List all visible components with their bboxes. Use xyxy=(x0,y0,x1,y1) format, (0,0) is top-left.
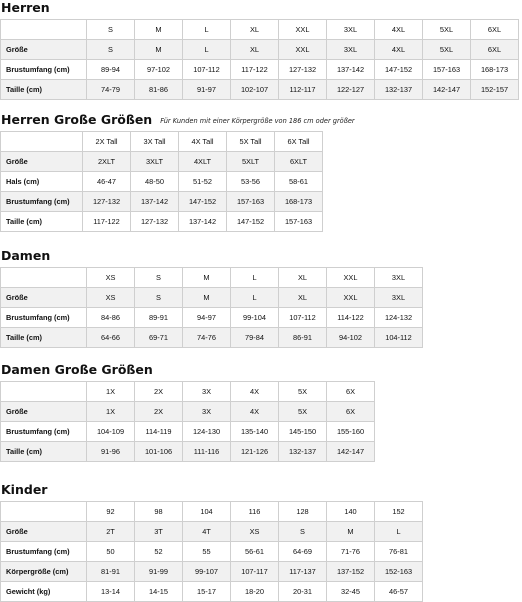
table-cell: 13-14 xyxy=(87,582,135,602)
table-cell: 152-163 xyxy=(375,562,423,582)
table-cell: 107-112 xyxy=(183,60,231,80)
section-damen xyxy=(0,248,423,348)
header-cell: 3XL xyxy=(327,20,375,40)
table-cell: 142-147 xyxy=(423,80,471,100)
header-cell: 104 xyxy=(183,502,231,522)
section-title-text: Damen xyxy=(1,248,51,263)
table-cell: 124-130 xyxy=(183,422,231,442)
header-cell: 1X xyxy=(87,382,135,402)
table-cell: 84-86 xyxy=(87,308,135,328)
row-label: Größe xyxy=(1,402,87,422)
table-cell: 107-117 xyxy=(231,562,279,582)
section-note: Für Kunden mit einer Körpergröße von 186 cm oder größer xyxy=(160,117,355,125)
table-cell: S xyxy=(87,40,135,60)
table-cell: 91-97 xyxy=(183,80,231,100)
table-cell: 89-94 xyxy=(87,60,135,80)
header-cell: 5XL xyxy=(423,20,471,40)
section-kinder xyxy=(0,482,423,602)
table-cell: 6XL xyxy=(471,40,519,60)
table-row xyxy=(1,308,423,328)
table-cell: 20-31 xyxy=(279,582,327,602)
table-cell: 2T xyxy=(87,522,135,542)
table-header-row xyxy=(1,268,423,288)
table-cell: 91-99 xyxy=(135,562,183,582)
row-label: Brustumfang (cm) xyxy=(1,422,87,442)
table-cell: 137-152 xyxy=(327,562,375,582)
section-title xyxy=(0,248,423,264)
table-cell: 145-150 xyxy=(279,422,327,442)
size-table-herren-grosse-groessen xyxy=(0,131,323,232)
table-cell: 137-142 xyxy=(327,60,375,80)
table-cell: S xyxy=(279,522,327,542)
row-label: Brustumfang (cm) xyxy=(1,192,83,212)
table-cell: 3T xyxy=(135,522,183,542)
header-cell: L xyxy=(183,20,231,40)
table-cell: 147-152 xyxy=(179,192,227,212)
header-cell: S xyxy=(87,20,135,40)
table-cell: L xyxy=(375,522,423,542)
table-cell: 137-142 xyxy=(131,192,179,212)
table-cell: 53-56 xyxy=(227,172,275,192)
table-cell: XXL xyxy=(327,288,375,308)
table-cell: M xyxy=(135,40,183,60)
table-row xyxy=(1,582,423,602)
table-cell: 89-91 xyxy=(135,308,183,328)
table-cell: 122-127 xyxy=(327,80,375,100)
section-herren-grosse-groessen xyxy=(0,112,355,232)
row-label: Taille (cm) xyxy=(1,328,87,348)
table-cell: 135-140 xyxy=(231,422,279,442)
table-cell: 104-109 xyxy=(87,422,135,442)
table-cell: XS xyxy=(231,522,279,542)
row-label: Taille (cm) xyxy=(1,212,83,232)
table-cell: 121-126 xyxy=(231,442,279,462)
table-cell: 137-142 xyxy=(179,212,227,232)
header-cell xyxy=(1,268,87,288)
header-cell: XXL xyxy=(279,20,327,40)
table-cell: S xyxy=(135,288,183,308)
table-cell: 4XL xyxy=(375,40,423,60)
table-header-row xyxy=(1,20,519,40)
table-cell: M xyxy=(183,288,231,308)
header-cell: S xyxy=(135,268,183,288)
table-cell: 2X xyxy=(135,402,183,422)
header-cell: 140 xyxy=(327,502,375,522)
table-cell: 46-47 xyxy=(83,172,131,192)
section-title-text: Herren Große Größen xyxy=(1,112,153,127)
table-cell: 55 xyxy=(183,542,231,562)
header-cell: 6XL xyxy=(471,20,519,40)
size-table-damen xyxy=(0,267,423,348)
header-cell: 5X Tall xyxy=(227,132,275,152)
table-cell: 127-132 xyxy=(279,60,327,80)
row-label: Größe xyxy=(1,152,83,172)
header-cell: 5X xyxy=(279,382,327,402)
table-row xyxy=(1,80,519,100)
table-cell: 56-61 xyxy=(231,542,279,562)
header-cell: XL xyxy=(279,268,327,288)
table-cell: 4XLT xyxy=(179,152,227,172)
table-cell: 94-97 xyxy=(183,308,231,328)
table-cell: 152-157 xyxy=(471,80,519,100)
size-table-herren xyxy=(0,19,519,100)
table-cell: 4X xyxy=(231,402,279,422)
table-row xyxy=(1,40,519,60)
table-row xyxy=(1,328,423,348)
table-row xyxy=(1,542,423,562)
table-cell: 124-132 xyxy=(375,308,423,328)
table-cell: 117-137 xyxy=(279,562,327,582)
row-label: Brustumfang (cm) xyxy=(1,60,87,80)
table-cell: 111-116 xyxy=(183,442,231,462)
table-cell: 168-173 xyxy=(275,192,323,212)
header-cell: 116 xyxy=(231,502,279,522)
table-cell: 58-61 xyxy=(275,172,323,192)
row-label: Größe xyxy=(1,522,87,542)
row-label: Körpergröße (cm) xyxy=(1,562,87,582)
table-cell: 114-119 xyxy=(135,422,183,442)
table-cell: 157-163 xyxy=(227,192,275,212)
header-cell: 3XL xyxy=(375,268,423,288)
header-cell: 4X xyxy=(231,382,279,402)
table-cell: 114-122 xyxy=(327,308,375,328)
header-cell: M xyxy=(183,268,231,288)
section-title xyxy=(0,112,355,128)
header-cell: 2X xyxy=(135,382,183,402)
table-row xyxy=(1,288,423,308)
header-cell: XL xyxy=(231,20,279,40)
table-cell: XS xyxy=(87,288,135,308)
table-cell: 71-76 xyxy=(327,542,375,562)
header-cell: 4XL xyxy=(375,20,423,40)
section-title xyxy=(0,362,375,378)
table-cell: 69-71 xyxy=(135,328,183,348)
table-cell: 127-132 xyxy=(83,192,131,212)
table-row xyxy=(1,442,375,462)
table-cell: 15-17 xyxy=(183,582,231,602)
table-cell: 91-96 xyxy=(87,442,135,462)
table-row xyxy=(1,152,323,172)
table-cell: 132-137 xyxy=(279,442,327,462)
table-cell: 51-52 xyxy=(179,172,227,192)
table-cell: 97-102 xyxy=(135,60,183,80)
header-cell: 152 xyxy=(375,502,423,522)
section-damen-grosse-groessen xyxy=(0,362,375,462)
table-cell: 52 xyxy=(135,542,183,562)
table-cell: 102-107 xyxy=(231,80,279,100)
table-row xyxy=(1,172,323,192)
header-cell: XXL xyxy=(327,268,375,288)
row-label: Taille (cm) xyxy=(1,80,87,100)
section-title xyxy=(0,482,423,498)
table-cell: 81-91 xyxy=(87,562,135,582)
section-title-text: Kinder xyxy=(1,482,48,497)
table-cell: 3X xyxy=(183,402,231,422)
header-cell: 98 xyxy=(135,502,183,522)
table-cell: 3XLT xyxy=(131,152,179,172)
header-cell: 6X xyxy=(327,382,375,402)
size-table-damen-grosse-groessen xyxy=(0,381,375,462)
table-cell: XL xyxy=(279,288,327,308)
table-cell: XL xyxy=(231,40,279,60)
table-cell: M xyxy=(327,522,375,542)
table-cell: 76-81 xyxy=(375,542,423,562)
table-cell: 147-152 xyxy=(375,60,423,80)
section-herren xyxy=(0,0,519,100)
row-label: Größe xyxy=(1,288,87,308)
table-cell: 107-112 xyxy=(279,308,327,328)
table-row xyxy=(1,402,375,422)
table-cell: 79-84 xyxy=(231,328,279,348)
section-title xyxy=(0,0,519,16)
table-cell: 5XLT xyxy=(227,152,275,172)
table-cell: 104-112 xyxy=(375,328,423,348)
table-cell: 99-104 xyxy=(231,308,279,328)
table-cell: 74-76 xyxy=(183,328,231,348)
table-cell: 3XL xyxy=(327,40,375,60)
table-cell: 64-66 xyxy=(87,328,135,348)
table-cell: L xyxy=(231,288,279,308)
header-cell: 128 xyxy=(279,502,327,522)
header-cell: XS xyxy=(87,268,135,288)
size-table-kinder xyxy=(0,501,423,602)
table-cell: 48-50 xyxy=(131,172,179,192)
header-cell: 3X Tall xyxy=(131,132,179,152)
row-label: Größe xyxy=(1,40,87,60)
table-header-row xyxy=(1,132,323,152)
table-cell: 147-152 xyxy=(227,212,275,232)
table-cell: 2XLT xyxy=(83,152,131,172)
header-cell: 2X Tall xyxy=(83,132,131,152)
table-cell: 94-102 xyxy=(327,328,375,348)
table-cell: 3XL xyxy=(375,288,423,308)
header-cell: 6X Tall xyxy=(275,132,323,152)
header-cell: L xyxy=(231,268,279,288)
header-cell xyxy=(1,20,87,40)
table-cell: 32-45 xyxy=(327,582,375,602)
row-label: Gewicht (kg) xyxy=(1,582,87,602)
table-row xyxy=(1,422,375,442)
table-cell: L xyxy=(183,40,231,60)
table-cell: 81-86 xyxy=(135,80,183,100)
table-cell: 117-122 xyxy=(83,212,131,232)
table-row xyxy=(1,562,423,582)
table-cell: 18-20 xyxy=(231,582,279,602)
table-cell: 142-147 xyxy=(327,442,375,462)
table-row xyxy=(1,212,323,232)
table-cell: 46-57 xyxy=(375,582,423,602)
table-cell: 132-137 xyxy=(375,80,423,100)
table-cell: 155-160 xyxy=(327,422,375,442)
table-cell: 64-69 xyxy=(279,542,327,562)
table-cell: 5XL xyxy=(423,40,471,60)
table-cell: 157-163 xyxy=(275,212,323,232)
table-cell: 50 xyxy=(87,542,135,562)
row-label: Hals (cm) xyxy=(1,172,83,192)
table-row xyxy=(1,192,323,212)
section-title-text: Damen Große Größen xyxy=(1,362,153,377)
table-cell: 101-106 xyxy=(135,442,183,462)
row-label: Brustumfang (cm) xyxy=(1,308,87,328)
table-cell: 1X xyxy=(87,402,135,422)
table-header-row xyxy=(1,502,423,522)
table-row xyxy=(1,522,423,542)
header-cell: M xyxy=(135,20,183,40)
table-cell: 117-122 xyxy=(231,60,279,80)
header-cell xyxy=(1,502,87,522)
row-label: Taille (cm) xyxy=(1,442,87,462)
table-cell: 86-91 xyxy=(279,328,327,348)
header-cell: 4X Tall xyxy=(179,132,227,152)
table-cell: 6XLT xyxy=(275,152,323,172)
table-cell: 74-79 xyxy=(87,80,135,100)
table-cell: 127-132 xyxy=(131,212,179,232)
row-label: Brustumfang (cm) xyxy=(1,542,87,562)
table-cell: 6X xyxy=(327,402,375,422)
header-cell: 92 xyxy=(87,502,135,522)
header-cell xyxy=(1,132,83,152)
header-cell xyxy=(1,382,87,402)
table-cell: 112-117 xyxy=(279,80,327,100)
table-cell: 5X xyxy=(279,402,327,422)
table-cell: 168-173 xyxy=(471,60,519,80)
table-cell: 99-107 xyxy=(183,562,231,582)
table-cell: XXL xyxy=(279,40,327,60)
header-cell: 3X xyxy=(183,382,231,402)
table-cell: 14-15 xyxy=(135,582,183,602)
section-title-text: Herren xyxy=(1,0,50,15)
table-cell: 157-163 xyxy=(423,60,471,80)
table-header-row xyxy=(1,382,375,402)
table-cell: 4T xyxy=(183,522,231,542)
table-row xyxy=(1,60,519,80)
